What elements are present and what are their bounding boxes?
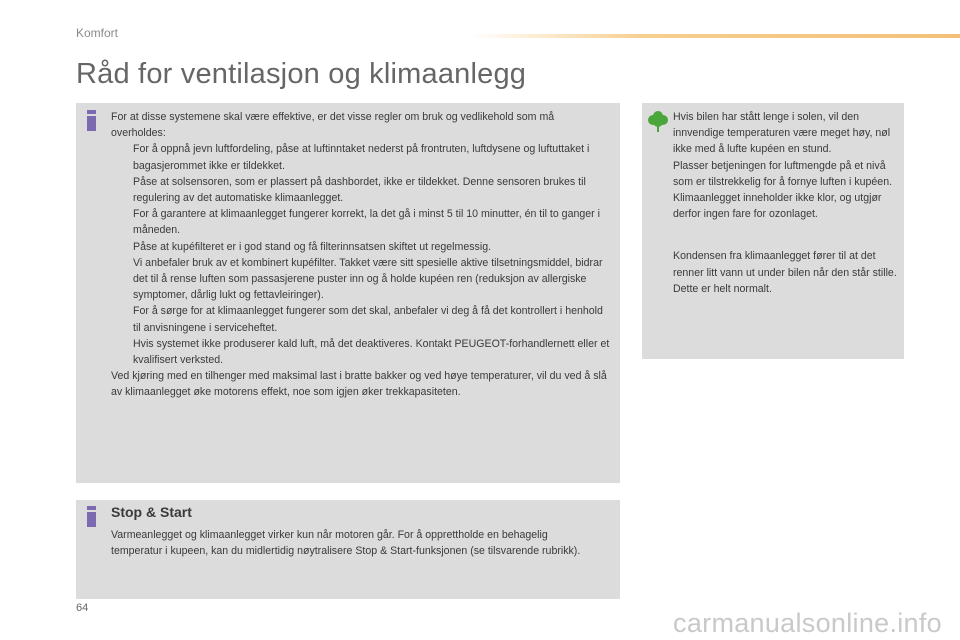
main-info-text <box>111 109 611 401</box>
main-bullet-list <box>111 141 611 368</box>
page-title: Råd for ventilasjon og klimaanlegg <box>76 58 527 90</box>
list-item <box>111 206 611 238</box>
stop-start-title: Stop & Start <box>111 504 192 520</box>
list-item <box>111 174 611 206</box>
bullet-text: Påse at solsensoren, som er plassert på dashbordet, ikke er tildekket. Denne sensoren brukes til regulering av det automatiske klimaanlegget. <box>133 175 586 205</box>
section-label: Komfort <box>76 26 119 40</box>
watermark: carmanualsonline.info <box>673 608 942 638</box>
header-accent-bar <box>470 34 960 38</box>
page-number: 64 <box>76 602 89 614</box>
tip-paragraph: Kondensen fra klimaanlegget fører til at det renner litt vann ut under bilen når den står stille. Dette er helt normalt. <box>673 250 897 295</box>
tip-paragraph: Hvis bilen har stått lenge i solen, vil den innvendige temperaturen være meget høy, nøl ikke med å lufte kupéen en stund. <box>673 111 891 156</box>
list-item <box>111 239 611 304</box>
list-item <box>111 303 611 335</box>
bullet-text: Hvis systemet ikke produserer kald luft, må det deaktiveres. Kontakt PEUGEOT-forhandlernett eller et kvalifisert verksted. <box>133 337 610 367</box>
tip-paragraph: Plasser betjeningen for luftmengde på et nivå som er tilstrekkelig for å fornye luften i kupéen. <box>673 159 893 188</box>
tip-text <box>673 109 897 297</box>
info-icon <box>87 110 96 131</box>
tip-paragraph: Klimaanlegget inneholder ikke klor, og utgjør derfor ingen fare for ozonlaget. <box>673 192 882 221</box>
stop-start-text <box>111 527 601 559</box>
main-intro: For at disse systemene skal være effektive, er det visse regler om bruk og vedlikehold som må overholdes: <box>111 111 555 140</box>
bullet-text: For å sørge for at klimaanlegget fungerer som det skal, anbefaler vi deg å få det kontrollert i henhold til anvisningene i serviceheftet. <box>133 305 603 334</box>
bullet-text: For å garantere at klimaanlegget fungerer korrekt, la det gå i minst 5 til 10 minutter, én til to ganger i måneden. <box>133 208 600 237</box>
main-closing: Ved kjøring med en tilhenger med maksimal last i bratte bakker og ved høye temperaturer, vil du ved å slå av klimaanlegget øke motorens effekt, noe som igjen øker trekkapasiteten. <box>111 370 607 399</box>
leaf-icon <box>648 110 668 132</box>
bullet-text: Påse at kupéfilteret er i god stand og få filterinnsatsen skiftet ut regelmessig. Vi anbefaler bruk av et kombinert kupéfilter. Takket være sitt spesielle aktive tilsetningsmiddel, bidrar det til å rense luften som passasjerene puster inn og å holde kupéen ren (reduksjon av allergiske symptomer, dårlig lukt og fettavleiringer). <box>133 240 603 302</box>
stop-start-paragraph: Varmeanlegget og klimaanlegget virker kun når motoren går. For å opprettholde en behagelig temperatur i kupeen, kan du midlertidig nøytralisere Stop & Start-funksjonen (se tilsvarende rubrikk). <box>111 529 581 558</box>
info-icon <box>87 506 96 527</box>
list-item <box>111 141 611 173</box>
list-item <box>111 336 611 368</box>
bullet-text: For å oppnå jevn luftfordeling, påse at luftinntaket nederst på frontruten, luftdysene og luftuttaket i bagasjerommet ikke er tildekket. <box>133 143 590 172</box>
